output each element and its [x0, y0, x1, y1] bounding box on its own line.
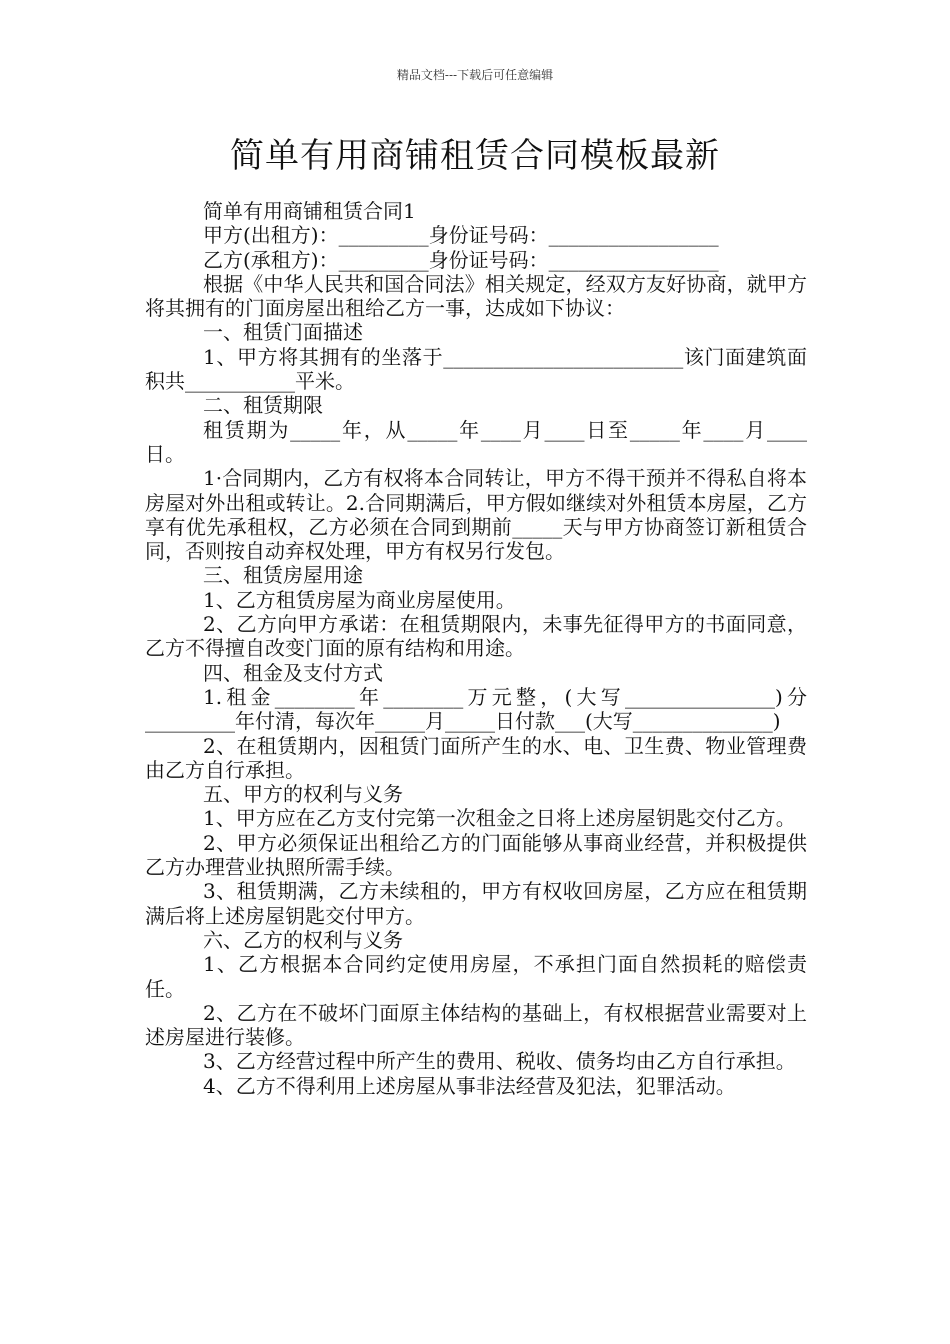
paragraph: 2、乙方向甲方承诺：在租赁期限内，未事先征得甲方的书面同意，乙方不得擅自改变门面的原有结构和用途。	[145, 612, 807, 661]
paragraph: 1.租金________年________万元整，(大写_______________)分_________年付清，每次年_____月_____日付款___(大写______________)	[145, 684, 807, 734]
paragraph: 乙方(承租方)：_________身份证号码：_________________	[203, 247, 719, 272]
paragraph: 3、租赁期满，乙方未续租的，甲方有权收回房屋，乙方应在租赁期满后将上述房屋钥匙交付甲方。	[145, 879, 807, 928]
paragraph: 2、甲方必须保证出租给乙方的门面能够从事商业经营，并积极提供乙方办理营业执照所需手续。	[145, 830, 807, 880]
paragraph: 1、乙方根据本合同约定使用房屋，不承担门面自然损耗的赔偿责任。	[145, 952, 807, 1001]
paragraph: 租赁期为_____年，从_____年____月____日至_____年____月____日。	[145, 417, 807, 466]
paragraph: 1·合同期内，乙方有权将本合同转让，甲方不得干预并不得私自将本房屋对外出租或转让。2.合同期满后，甲方假如继续对外租赁本房屋，乙方享有优先承租权，乙方必须在合同到期前_____天与甲方协商签订新租赁合同，否则按自动弃权处理，甲方有权另行发包。	[145, 466, 807, 564]
paragraph: 4、乙方不得利用上述房屋从事非法经营及犯法，犯罪活动。	[203, 1073, 736, 1098]
document-title: 简单有用商铺租赁合同模板最新	[230, 136, 720, 176]
paragraph: 1、甲方应在乙方支付完第一次租金之日将上述房屋钥匙交付乙方。	[203, 806, 796, 831]
paragraph: 五、甲方的权利与义务	[203, 782, 403, 807]
paragraph: 一、租赁门面描述	[203, 320, 363, 345]
paragraph: 2、在租赁期内，因租赁门面所产生的水、电、卫生费、物业管理费由乙方自行承担。	[145, 733, 807, 782]
paragraph: 2、乙方在不破坏门面原主体结构的基础上，有权根据营业需要对上述房屋进行装修。	[145, 1000, 807, 1050]
paragraph: 简单有用商铺租赁合同1	[203, 199, 416, 223]
paragraph: 甲方(出租方)：_________身份证号码：_________________	[203, 223, 719, 248]
document-body	[145, 199, 807, 1098]
paragraph: 六、乙方的权利与义务	[203, 927, 403, 952]
paragraph: 3、乙方经营过程中所产生的费用、税收、债务均由乙方自行承担。	[203, 1049, 796, 1074]
paragraph: 三、租赁房屋用途	[203, 563, 363, 588]
paragraph: 四、租金及支付方式	[203, 660, 383, 685]
paragraph: 1、甲方将其拥有的坐落于________________________该门面建筑面积共___________平米。	[145, 344, 807, 394]
paragraph: 1、乙方租赁房屋为商业房屋使用。	[203, 587, 516, 612]
paragraph: 根据《中华人民共和国合同法》相关规定，经双方友好协商，就甲方将其拥有的门面房屋出租给乙方一事，达成如下协议：	[145, 271, 807, 321]
header-note: 精品文档---下载后可任意编辑	[396, 68, 554, 82]
paragraph: 二、租赁期限	[203, 393, 323, 418]
